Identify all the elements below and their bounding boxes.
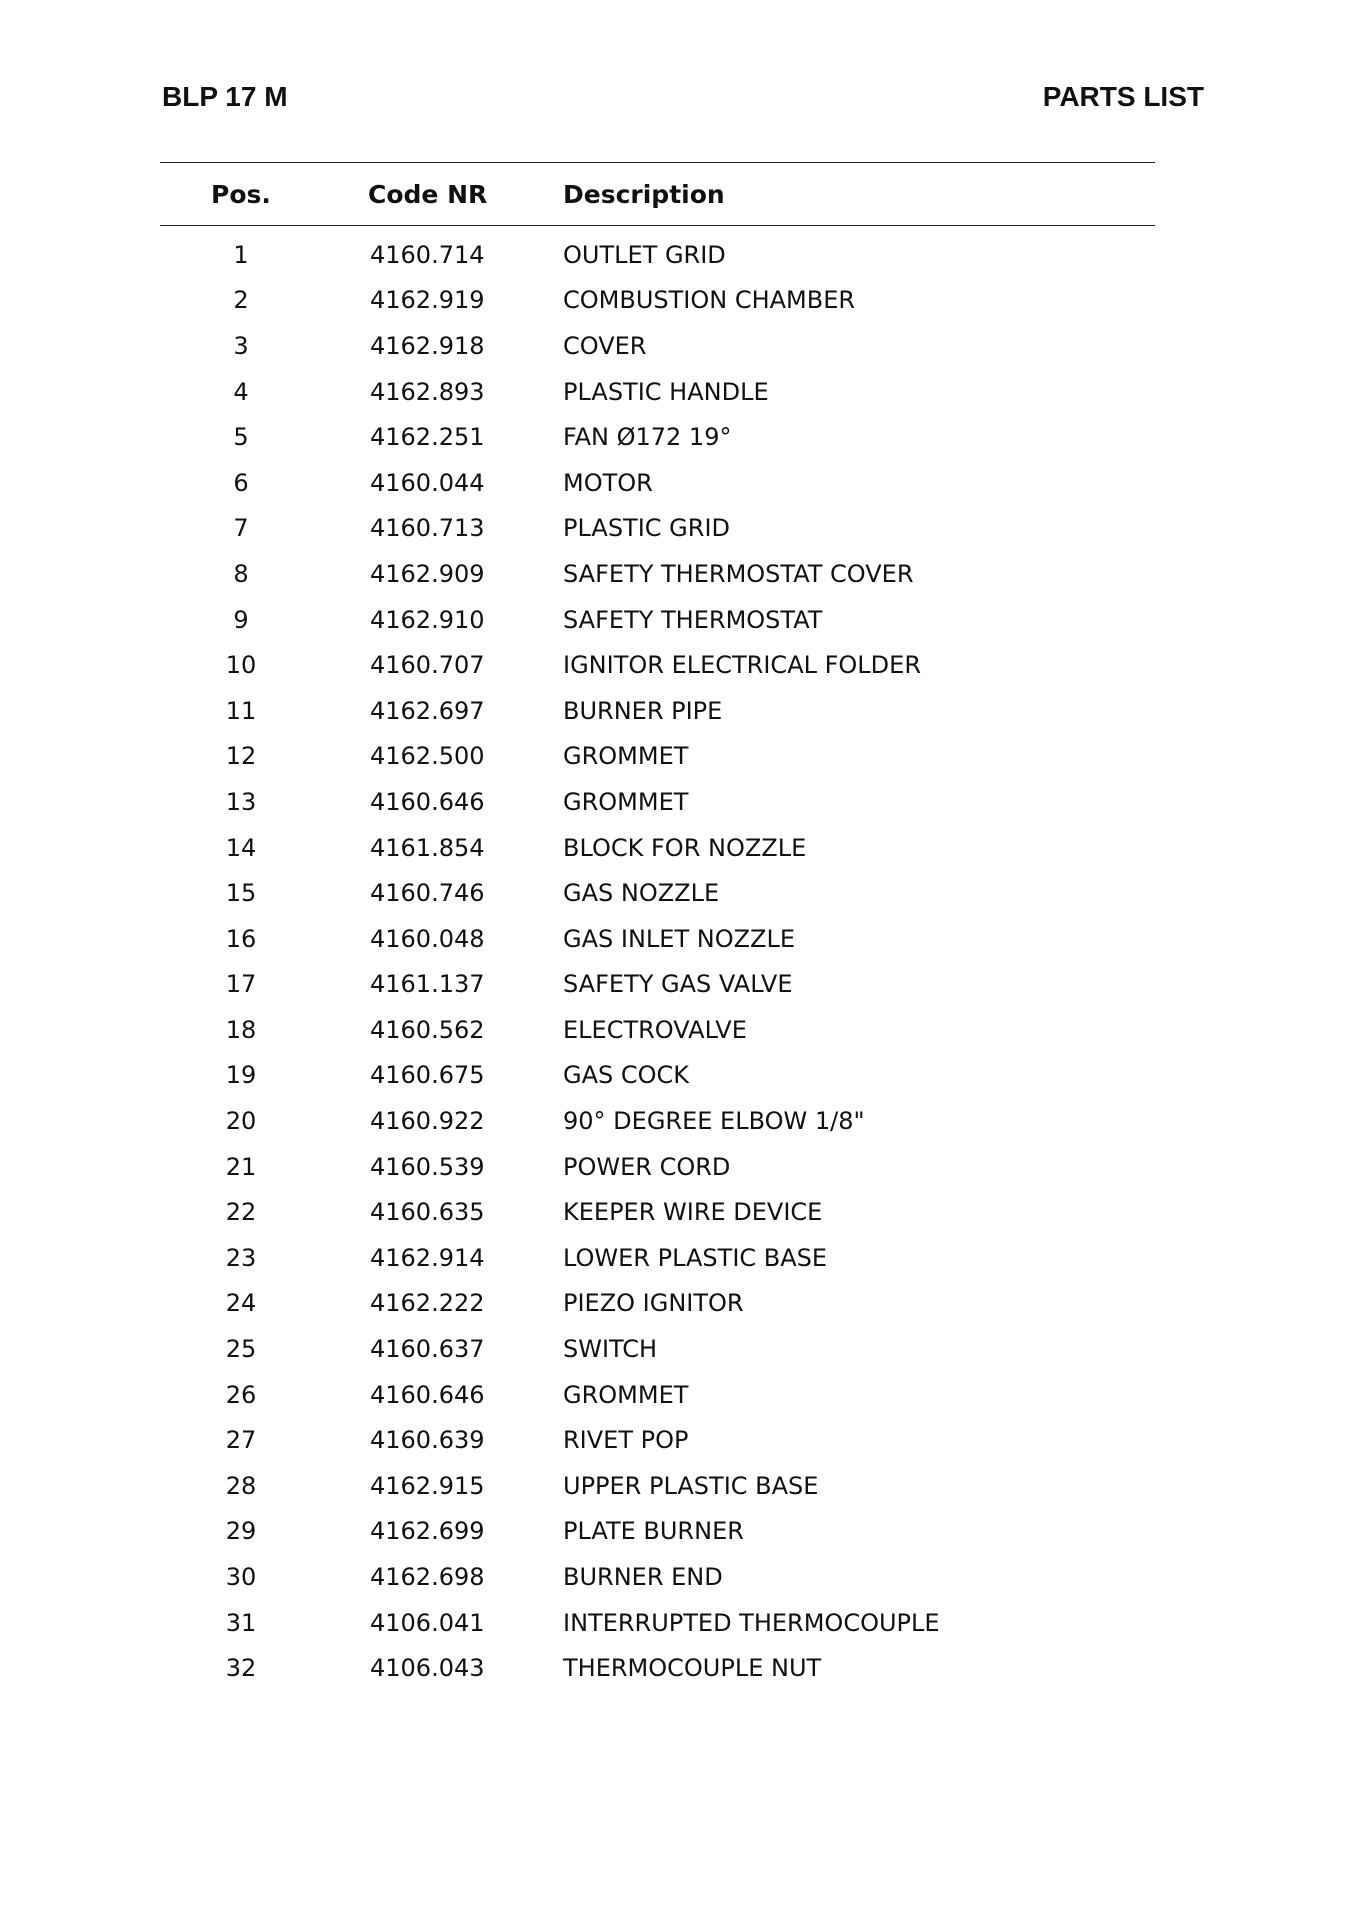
cell-description: IGNITOR ELECTRICAL FOLDER bbox=[563, 651, 921, 680]
cell-description: KEEPER WIRE DEVICE bbox=[563, 1198, 823, 1227]
cell-description: GAS NOZZLE bbox=[563, 879, 720, 908]
cell-code: 4162.251 bbox=[370, 423, 485, 452]
cell-code: 4162.914 bbox=[370, 1243, 485, 1272]
table-row bbox=[160, 551, 1155, 597]
table-row bbox=[160, 1326, 1155, 1372]
cell-code: 4160.044 bbox=[370, 468, 485, 497]
table-row bbox=[160, 506, 1155, 552]
cell-description: SAFETY THERMOSTAT bbox=[563, 605, 823, 634]
table-row bbox=[160, 1509, 1155, 1555]
cell-code: 4162.918 bbox=[370, 331, 485, 360]
cell-pos: 24 bbox=[225, 1289, 257, 1318]
cell-description: SAFETY THERMOSTAT COVER bbox=[563, 559, 914, 588]
cell-pos: 19 bbox=[225, 1061, 257, 1090]
cell-description: GROMMET bbox=[563, 787, 689, 816]
table-row bbox=[160, 1144, 1155, 1190]
cell-description: 90° DEGREE ELBOW 1/8" bbox=[563, 1107, 865, 1136]
cell-code: 4160.637 bbox=[370, 1335, 485, 1364]
cell-pos: 13 bbox=[225, 787, 257, 816]
table-row bbox=[160, 734, 1155, 780]
table-row bbox=[160, 1600, 1155, 1646]
table-row bbox=[160, 916, 1155, 962]
cell-pos: 31 bbox=[225, 1608, 257, 1637]
cell-pos: 27 bbox=[225, 1426, 257, 1455]
cell-code: 4162.699 bbox=[370, 1517, 485, 1546]
cell-description: PLASTIC GRID bbox=[563, 514, 731, 543]
cell-pos: 15 bbox=[225, 879, 257, 908]
cell-description: FAN Ø172 19° bbox=[563, 423, 732, 452]
table-body bbox=[160, 226, 1155, 1691]
cell-pos: 28 bbox=[225, 1471, 257, 1500]
cell-pos: 16 bbox=[225, 924, 257, 953]
cell-code: 4161.854 bbox=[370, 833, 485, 862]
column-header-pos: Pos. bbox=[211, 179, 271, 209]
table-row bbox=[160, 1417, 1155, 1463]
cell-pos: 22 bbox=[225, 1198, 257, 1227]
cell-code: 4162.915 bbox=[370, 1471, 485, 1500]
cell-code: 4160.562 bbox=[370, 1015, 485, 1044]
parts-table bbox=[160, 162, 1155, 1691]
cell-code: 4162.698 bbox=[370, 1563, 485, 1592]
cell-code: 4162.893 bbox=[370, 377, 485, 406]
cell-description: GROMMET bbox=[563, 742, 689, 771]
cell-pos: 29 bbox=[225, 1517, 257, 1546]
cell-pos: 30 bbox=[225, 1563, 257, 1592]
cell-pos: 32 bbox=[225, 1654, 257, 1683]
cell-description: BLOCK FOR NOZZLE bbox=[563, 833, 807, 862]
cell-pos: 10 bbox=[225, 651, 257, 680]
cell-pos: 3 bbox=[233, 331, 249, 360]
table-row bbox=[160, 597, 1155, 643]
table-row bbox=[160, 278, 1155, 324]
table-row bbox=[160, 870, 1155, 916]
cell-description: UPPER PLASTIC BASE bbox=[563, 1471, 819, 1500]
cell-description: GAS INLET NOZZLE bbox=[563, 924, 795, 953]
cell-pos: 26 bbox=[225, 1380, 257, 1409]
cell-description: GROMMET bbox=[563, 1380, 689, 1409]
cell-description: GAS COCK bbox=[563, 1061, 690, 1090]
cell-pos: 18 bbox=[225, 1015, 257, 1044]
cell-description: PLATE BURNER bbox=[563, 1517, 744, 1546]
page-title: PARTS LIST bbox=[1042, 81, 1204, 112]
table-row bbox=[160, 1281, 1155, 1327]
cell-description: ELECTROVALVE bbox=[563, 1015, 747, 1044]
cell-description: PIEZO IGNITOR bbox=[563, 1289, 744, 1318]
table-row bbox=[160, 962, 1155, 1008]
cell-description: COVER bbox=[563, 331, 647, 360]
table-header bbox=[160, 163, 1155, 225]
table-row bbox=[160, 323, 1155, 369]
table-row bbox=[160, 688, 1155, 734]
cell-description: RIVET POP bbox=[563, 1426, 689, 1455]
cell-description: MOTOR bbox=[563, 468, 653, 497]
table-row bbox=[160, 460, 1155, 506]
cell-pos: 21 bbox=[225, 1152, 257, 1181]
cell-code: 4106.041 bbox=[370, 1608, 485, 1637]
cell-code: 4160.713 bbox=[370, 514, 485, 543]
cell-code: 4162.910 bbox=[370, 605, 485, 634]
cell-description: LOWER PLASTIC BASE bbox=[563, 1243, 828, 1272]
cell-pos: 1 bbox=[233, 240, 249, 269]
cell-pos: 20 bbox=[225, 1107, 257, 1136]
cell-pos: 23 bbox=[225, 1243, 257, 1272]
cell-pos: 5 bbox=[233, 423, 249, 452]
cell-code: 4160.922 bbox=[370, 1107, 485, 1136]
cell-code: 4160.635 bbox=[370, 1198, 485, 1227]
cell-description: PLASTIC HANDLE bbox=[563, 377, 769, 406]
cell-pos: 14 bbox=[225, 833, 257, 862]
cell-code: 4160.646 bbox=[370, 1380, 485, 1409]
cell-description: INTERRUPTED THERMOCOUPLE bbox=[563, 1608, 940, 1637]
cell-code: 4162.919 bbox=[370, 286, 485, 315]
table-row bbox=[160, 825, 1155, 871]
model-title: BLP 17 M bbox=[162, 81, 288, 112]
cell-code: 4162.222 bbox=[370, 1289, 485, 1318]
table-row bbox=[160, 1372, 1155, 1418]
cell-description: POWER CORD bbox=[563, 1152, 731, 1181]
table-row bbox=[160, 232, 1155, 278]
cell-pos: 17 bbox=[225, 970, 257, 999]
cell-code: 4162.500 bbox=[370, 742, 485, 771]
table-row bbox=[160, 1053, 1155, 1099]
table-row bbox=[160, 1645, 1155, 1691]
cell-code: 4160.675 bbox=[370, 1061, 485, 1090]
cell-pos: 25 bbox=[225, 1335, 257, 1364]
cell-code: 4162.697 bbox=[370, 696, 485, 725]
cell-pos: 2 bbox=[233, 286, 249, 315]
table-row bbox=[160, 369, 1155, 415]
cell-pos: 9 bbox=[233, 605, 249, 634]
cell-description: SAFETY GAS VALVE bbox=[563, 970, 793, 999]
cell-description: THERMOCOUPLE NUT bbox=[563, 1654, 822, 1683]
cell-code: 4160.646 bbox=[370, 787, 485, 816]
table-row bbox=[160, 1235, 1155, 1281]
table-row bbox=[160, 414, 1155, 460]
cell-pos: 8 bbox=[233, 559, 249, 588]
cell-description: BURNER PIPE bbox=[563, 696, 723, 725]
cell-code: 4160.707 bbox=[370, 651, 485, 680]
cell-code: 4160.639 bbox=[370, 1426, 485, 1455]
cell-pos: 11 bbox=[225, 696, 257, 725]
cell-description: OUTLET GRID bbox=[563, 240, 726, 269]
cell-code: 4162.909 bbox=[370, 559, 485, 588]
cell-code: 4106.043 bbox=[370, 1654, 485, 1683]
cell-pos: 4 bbox=[233, 377, 249, 406]
table-row bbox=[160, 1189, 1155, 1235]
cell-code: 4160.714 bbox=[370, 240, 485, 269]
cell-code: 4161.137 bbox=[370, 970, 485, 999]
cell-pos: 7 bbox=[233, 514, 249, 543]
cell-code: 4160.746 bbox=[370, 879, 485, 908]
cell-code: 4160.048 bbox=[370, 924, 485, 953]
cell-description: SWITCH bbox=[563, 1335, 658, 1364]
cell-code: 4160.539 bbox=[370, 1152, 485, 1181]
table-row bbox=[160, 1463, 1155, 1509]
cell-description: BURNER END bbox=[563, 1563, 723, 1592]
column-header-code: Code NR bbox=[368, 179, 488, 209]
table-row bbox=[160, 779, 1155, 825]
column-header-description: Description bbox=[563, 179, 725, 209]
table-row bbox=[160, 1098, 1155, 1144]
cell-pos: 12 bbox=[225, 742, 257, 771]
table-row bbox=[160, 642, 1155, 688]
table-row bbox=[160, 1554, 1155, 1600]
cell-pos: 6 bbox=[233, 468, 249, 497]
cell-description: COMBUSTION CHAMBER bbox=[563, 286, 856, 315]
table-row bbox=[160, 1007, 1155, 1053]
